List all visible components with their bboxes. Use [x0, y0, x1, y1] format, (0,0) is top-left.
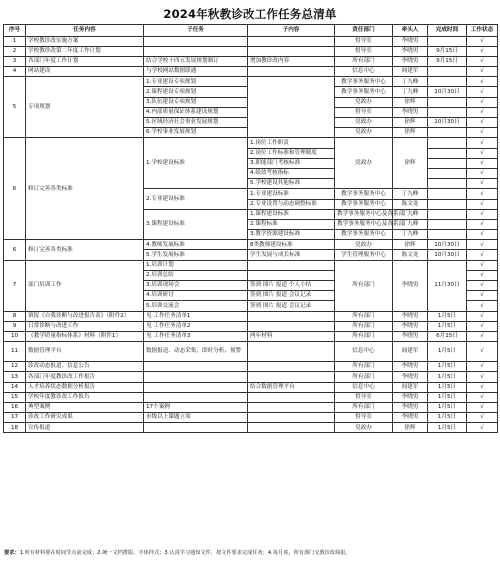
- row-dept: 所有部门: [335, 56, 393, 66]
- row-subtask: 1.培训计划: [144, 260, 248, 270]
- row-subtask: [144, 36, 248, 46]
- row-dept: 所有部门: [335, 260, 393, 311]
- row-lead: 丁九峰: [393, 219, 428, 229]
- row-task: 宣传报道: [26, 423, 144, 433]
- row-lead: 李晓男: [393, 372, 428, 382]
- row-task: 学校年度教诊改工作报告: [26, 392, 144, 402]
- row-time: 1月5日: [428, 382, 467, 392]
- table-row: [4, 342, 498, 362]
- row-task: 人才培养状态数据分析报告: [26, 382, 144, 392]
- row-dept: 教学事务服务中心: [335, 87, 393, 97]
- row-subtask: [144, 372, 248, 382]
- row-no: 16: [4, 402, 26, 412]
- row-status: √: [467, 291, 498, 301]
- row-subcontent: 2.岗位工作标准和管理制度: [248, 148, 335, 158]
- row-no: 7: [4, 260, 26, 311]
- row-time: 1月5日: [428, 392, 467, 402]
- row-time: [428, 67, 467, 77]
- row-status: √: [467, 87, 498, 97]
- table-row: [4, 56, 498, 66]
- row-status: √: [467, 270, 498, 280]
- table-row: [4, 382, 498, 392]
- row-status: √: [467, 107, 498, 117]
- row-subcontent: 1.岗位工作职责: [248, 138, 335, 148]
- row-no: 10: [4, 331, 26, 341]
- row-time: 1月5日: [428, 321, 467, 331]
- row-subtask: 5.区域经济社会事业发展规划: [144, 118, 248, 128]
- row-subcontent: [248, 392, 335, 402]
- row-dept: 信息中心: [335, 67, 393, 77]
- row-task: 典型案例: [26, 402, 144, 412]
- row-subcontent: [248, 413, 335, 423]
- row-lead: 李晓男: [393, 413, 428, 423]
- table-row: [4, 402, 498, 412]
- row-no: 14: [4, 382, 26, 392]
- row-task: 修订完善各类标准: [26, 138, 144, 240]
- header-lead: 牵头人: [393, 25, 428, 37]
- row-time: 10月30日: [428, 87, 467, 97]
- table-row: [4, 260, 498, 270]
- row-subtask: 见 工作任务清单2: [144, 321, 248, 331]
- row-subtask: 3.培训现场会: [144, 281, 248, 291]
- row-time: 1月5日: [428, 362, 467, 372]
- row-dept: 所有部门: [335, 311, 393, 321]
- row-status: √: [467, 230, 498, 240]
- row-time: 10月30日: [428, 240, 467, 250]
- row-time: 1月5日: [428, 413, 467, 423]
- row-time: [428, 77, 467, 87]
- row-subtask: 17个案例: [144, 402, 248, 412]
- table-row: [4, 321, 498, 331]
- row-no: 5: [4, 77, 26, 138]
- table-row: [4, 240, 498, 250]
- table-row: [4, 138, 498, 148]
- row-subcontent: [248, 36, 335, 46]
- row-status: √: [467, 260, 498, 270]
- row-time: [428, 179, 467, 189]
- row-dept: 党政办: [335, 118, 393, 128]
- row-no: 15: [4, 392, 26, 402]
- row-status: √: [467, 240, 498, 250]
- row-task: 数据管理平台: [26, 342, 144, 362]
- row-subtask: 2.专业建设标准: [144, 189, 248, 209]
- row-lead: 丁九峰: [393, 87, 428, 97]
- row-subtask: 4.内部质量保证体系建设规划: [144, 107, 248, 117]
- table-row: [4, 77, 498, 87]
- row-lead: 李晓男: [393, 46, 428, 56]
- row-subtask: [144, 423, 248, 433]
- row-dept: 信息中心: [335, 382, 393, 392]
- row-subcontent: 签到 图片 报道 会议记录: [248, 301, 335, 311]
- row-status: √: [467, 189, 498, 199]
- row-status: √: [467, 56, 498, 66]
- row-lead: 李晓男: [393, 362, 428, 372]
- row-time: [428, 168, 467, 178]
- row-subtask: 1.学校建设标准: [144, 138, 248, 189]
- footnote-text: 1.所有材料要在时间节点前完成；2.统一文档排版、字体样式；3.认真学习通知文件，按文件要求完成任务；4.每月底，所有部门交教诊改简报。: [19, 550, 351, 556]
- row-time: 1月5日: [428, 402, 467, 412]
- row-subcontent: [248, 402, 335, 412]
- row-time: [428, 138, 467, 148]
- row-status: √: [467, 199, 498, 209]
- row-dept: 督导室: [335, 413, 393, 423]
- row-time: 6月15日: [428, 331, 467, 341]
- row-dept: 学生管理服务中心: [335, 250, 393, 260]
- row-subtask: [144, 392, 248, 402]
- row-dept: 教学事务服务中心及各系部: [335, 219, 393, 229]
- row-subcontent: 结合数据管理平台: [248, 382, 335, 392]
- row-lead: 丁九峰: [393, 209, 428, 219]
- row-time: [428, 36, 467, 46]
- row-lead: 李晓男: [393, 107, 428, 117]
- row-no: 8: [4, 311, 26, 321]
- row-subcontent: 增加教诊改内容: [248, 56, 335, 66]
- row-subtask: 5.学生发展标准: [144, 250, 248, 260]
- row-lead: 徐辉: [393, 118, 428, 128]
- row-dept: 党政办: [335, 240, 393, 250]
- row-status: √: [467, 118, 498, 128]
- row-subcontent: [248, 46, 335, 56]
- table-row: [4, 372, 498, 382]
- row-subtask: 3.课程建设标准: [144, 209, 248, 240]
- row-lead: 徐辉: [393, 138, 428, 189]
- row-status: √: [467, 281, 498, 291]
- row-subtask: 见 工作任务清单1: [144, 311, 248, 321]
- row-lead: 李晓男: [393, 321, 428, 331]
- row-subcontent: [248, 270, 335, 280]
- row-status: √: [467, 331, 498, 341]
- row-no: 13: [4, 372, 26, 382]
- row-lead: 李晓男: [393, 36, 428, 46]
- footnote-requirements: [4, 550, 496, 557]
- row-dept: 所有部门: [335, 372, 393, 382]
- row-time: 1月5日: [428, 372, 467, 382]
- row-status: √: [467, 148, 498, 158]
- row-subtask: 见 工作任务清单3: [144, 331, 248, 341]
- footnote-label: 要求：: [4, 550, 20, 556]
- row-subtask: 1.专业建设专项规划: [144, 77, 248, 87]
- row-subtask: 6.学校事业发展规划: [144, 128, 248, 138]
- row-subcontent: [248, 372, 335, 382]
- row-status: √: [467, 423, 498, 433]
- row-dept: 督导室: [335, 36, 393, 46]
- row-subtask: 结合学校十四五发展规划制订: [144, 56, 248, 66]
- row-task: 各部门年度教诊改工作报告: [26, 372, 144, 382]
- row-subcontent: [248, 260, 335, 270]
- row-time: 10月30日: [428, 118, 467, 128]
- row-subcontent: [248, 321, 335, 331]
- row-dept: 教学事务服务中心: [335, 189, 393, 199]
- row-subtask: 数据报送、动态采集、即时分析、预警: [144, 342, 248, 362]
- row-no: 11: [4, 342, 26, 362]
- row-dept: 信息中心: [335, 342, 393, 362]
- row-task: 修订完善各类标准: [26, 240, 144, 260]
- row-lead: 李晓男: [393, 311, 428, 321]
- row-subtask: [144, 362, 248, 372]
- row-status: √: [467, 219, 498, 229]
- row-status: √: [467, 413, 498, 423]
- row-dept: 所有部门: [335, 321, 393, 331]
- row-task: 网站建设: [26, 67, 144, 77]
- row-lead: 李晓男: [393, 56, 428, 66]
- table-row: [4, 311, 498, 321]
- row-subcontent: 签到 图片 报道 会议记录: [248, 291, 335, 301]
- table-row: [4, 423, 498, 433]
- row-subcontent: [248, 342, 335, 362]
- row-time: 1月5日: [428, 423, 467, 433]
- row-lead: 阎建军: [393, 67, 428, 77]
- header-no: 序号: [4, 25, 26, 37]
- row-task: 《教学质量指标体系》材料（附件1）: [26, 331, 144, 341]
- row-lead: 李晓男: [393, 392, 428, 402]
- row-lead: 丁九峰: [393, 77, 428, 87]
- header-status: 工作状态: [467, 25, 498, 37]
- row-dept: 所有部门: [335, 331, 393, 341]
- row-dept: 党政办: [335, 128, 393, 138]
- row-task: 部门培训工作: [26, 260, 144, 311]
- row-no: 1: [4, 36, 26, 46]
- row-no: 12: [4, 362, 26, 372]
- header-dept: 责任部门: [335, 25, 393, 37]
- row-time: 9月15日: [428, 56, 467, 66]
- row-subcontent: 1.专业建设标准: [248, 189, 335, 199]
- row-status: √: [467, 392, 498, 402]
- row-time: 1月5日: [428, 342, 467, 362]
- row-task: 学校教诊改实施方案: [26, 36, 144, 46]
- row-dept: 教学事务服务中心及各系部: [335, 209, 393, 219]
- row-status: √: [467, 138, 498, 148]
- row-lead: 丁九峰: [393, 189, 428, 199]
- row-subtask: 与学校网站数据联通: [144, 67, 248, 77]
- row-time: [428, 219, 467, 229]
- row-time: [428, 97, 467, 107]
- row-subcontent: 两年材料: [248, 331, 335, 341]
- row-subcontent: 3.职能部门考核标准: [248, 158, 335, 168]
- row-no: 17: [4, 413, 26, 423]
- table-row: [4, 36, 498, 46]
- row-time: 9月15日: [428, 46, 467, 56]
- row-no: 18: [4, 423, 26, 433]
- row-dept: 所有部门: [335, 362, 393, 372]
- row-lead: 徐辉: [393, 423, 428, 433]
- table-row: [4, 413, 498, 423]
- row-time: [428, 128, 467, 138]
- row-subcontent: 签到 图片 报道 个人小结: [248, 281, 335, 291]
- row-time: [428, 158, 467, 168]
- row-time: [428, 189, 467, 199]
- row-lead: 阎建军: [393, 382, 428, 392]
- row-lead: 陈文龙: [393, 199, 428, 209]
- table-row: [4, 46, 498, 56]
- row-status: √: [467, 77, 498, 87]
- row-subcontent: [248, 311, 335, 321]
- row-dept: 党政办: [335, 138, 393, 189]
- row-task: 诊改动态报道、信息公告: [26, 362, 144, 372]
- row-status: √: [467, 36, 498, 46]
- row-dept: 督导室: [335, 392, 393, 402]
- row-subtask: 4.教师发展标准: [144, 240, 248, 250]
- row-subcontent: 学生发展与成长标准: [248, 250, 335, 260]
- row-subtask: 3.队伍建设专项规划: [144, 97, 248, 107]
- row-subcontent: 1.课程建设标准: [248, 209, 335, 219]
- row-task: 填报《自我诊断与改进报告表》（附件2）: [26, 311, 144, 321]
- row-subcontent: 8类教师建设标准: [248, 240, 335, 250]
- row-time: [428, 107, 467, 117]
- row-subcontent: 4.绩效考核指标: [248, 168, 335, 178]
- row-subcontent: [248, 423, 335, 433]
- table-row: [4, 392, 498, 402]
- row-time: 1月5日: [428, 311, 467, 321]
- row-lead: 李晓男: [393, 402, 428, 412]
- header-subcontent: 子内容: [248, 25, 335, 37]
- row-subtask: 4.培训研讨: [144, 291, 248, 301]
- row-task: 日常诊断与改进工作: [26, 321, 144, 331]
- row-status: √: [467, 128, 498, 138]
- row-subtask: 2.培训总结: [144, 270, 248, 280]
- row-status: √: [467, 46, 498, 56]
- header-time: 完成时间: [428, 25, 467, 37]
- table-header-row: [4, 25, 498, 37]
- row-lead: 阎建军: [393, 342, 428, 362]
- row-time: [428, 230, 467, 240]
- row-subtask: [144, 382, 248, 392]
- task-table: [3, 24, 498, 433]
- row-dept: 督导室: [335, 46, 393, 56]
- row-time: [428, 199, 467, 209]
- row-status: √: [467, 179, 498, 189]
- row-time: 11月30日: [428, 260, 467, 311]
- row-status: √: [467, 209, 498, 219]
- table-row: [4, 67, 498, 77]
- header-subtask: 子任务: [144, 25, 248, 37]
- row-dept: 教学事务服务中心: [335, 77, 393, 87]
- row-lead: 陈文龙: [393, 250, 428, 260]
- row-time: 10月30日: [428, 250, 467, 260]
- row-status: √: [467, 372, 498, 382]
- row-time: [428, 148, 467, 158]
- row-task: 各部门年度工作计划: [26, 56, 144, 66]
- row-status: √: [467, 67, 498, 77]
- row-status: √: [467, 158, 498, 168]
- row-dept: 党政办: [335, 97, 393, 107]
- row-status: √: [467, 321, 498, 331]
- row-status: √: [467, 311, 498, 321]
- row-lead: 丁九峰: [393, 230, 428, 240]
- row-status: √: [467, 97, 498, 107]
- row-subtask: 2.课程建设专项规划: [144, 87, 248, 97]
- row-no: 2: [4, 46, 26, 56]
- row-lead: 徐辉: [393, 240, 428, 250]
- row-dept: 所有部门: [335, 402, 393, 412]
- table-row: [4, 331, 498, 341]
- row-status: √: [467, 250, 498, 260]
- row-no: 9: [4, 321, 26, 331]
- row-subcontent: [248, 362, 335, 372]
- row-status: √: [467, 168, 498, 178]
- row-task: 学校教诊改第二年度工作计划: [26, 46, 144, 56]
- row-subtask: 市级以上课题立项: [144, 413, 248, 423]
- row-no: 3: [4, 56, 26, 66]
- row-lead: 李晓男: [393, 260, 428, 311]
- row-dept: 督导室: [335, 107, 393, 117]
- document-title: 2024年秋教诊改工作任务总清单: [163, 7, 337, 21]
- row-time: [428, 209, 467, 219]
- row-subcontent: [248, 77, 335, 138]
- row-task: 专项规划: [26, 77, 144, 138]
- row-subtask: 5.培训交流会: [144, 301, 248, 311]
- row-status: √: [467, 382, 498, 392]
- row-subcontent: 5.学校建设其他标准: [248, 179, 335, 189]
- row-dept: 教学事务服务中心: [335, 230, 393, 240]
- row-lead: 徐辉: [393, 128, 428, 138]
- header-task: 任务内容: [26, 25, 144, 37]
- row-status: √: [467, 342, 498, 362]
- row-no: 6: [4, 240, 26, 260]
- row-subtask: [144, 46, 248, 56]
- row-subcontent: 2.课程标准: [248, 219, 335, 229]
- row-lead: 徐辉: [393, 97, 428, 107]
- row-dept: 教学事务服务中心: [335, 199, 393, 209]
- row-no: 6: [4, 138, 26, 240]
- row-dept: 党政办: [335, 423, 393, 433]
- row-status: √: [467, 362, 498, 372]
- table-row: [4, 362, 498, 372]
- row-status: √: [467, 402, 498, 412]
- row-lead: 李晓男: [393, 331, 428, 341]
- row-task: 诊改工作研究成果: [26, 413, 144, 423]
- row-subcontent: [248, 67, 335, 77]
- row-no: 4: [4, 67, 26, 77]
- row-status: √: [467, 301, 498, 311]
- row-subcontent: 2.专业设置与动态调整标准: [248, 199, 335, 209]
- row-subcontent: 3.教学资源建设标准: [248, 230, 335, 240]
